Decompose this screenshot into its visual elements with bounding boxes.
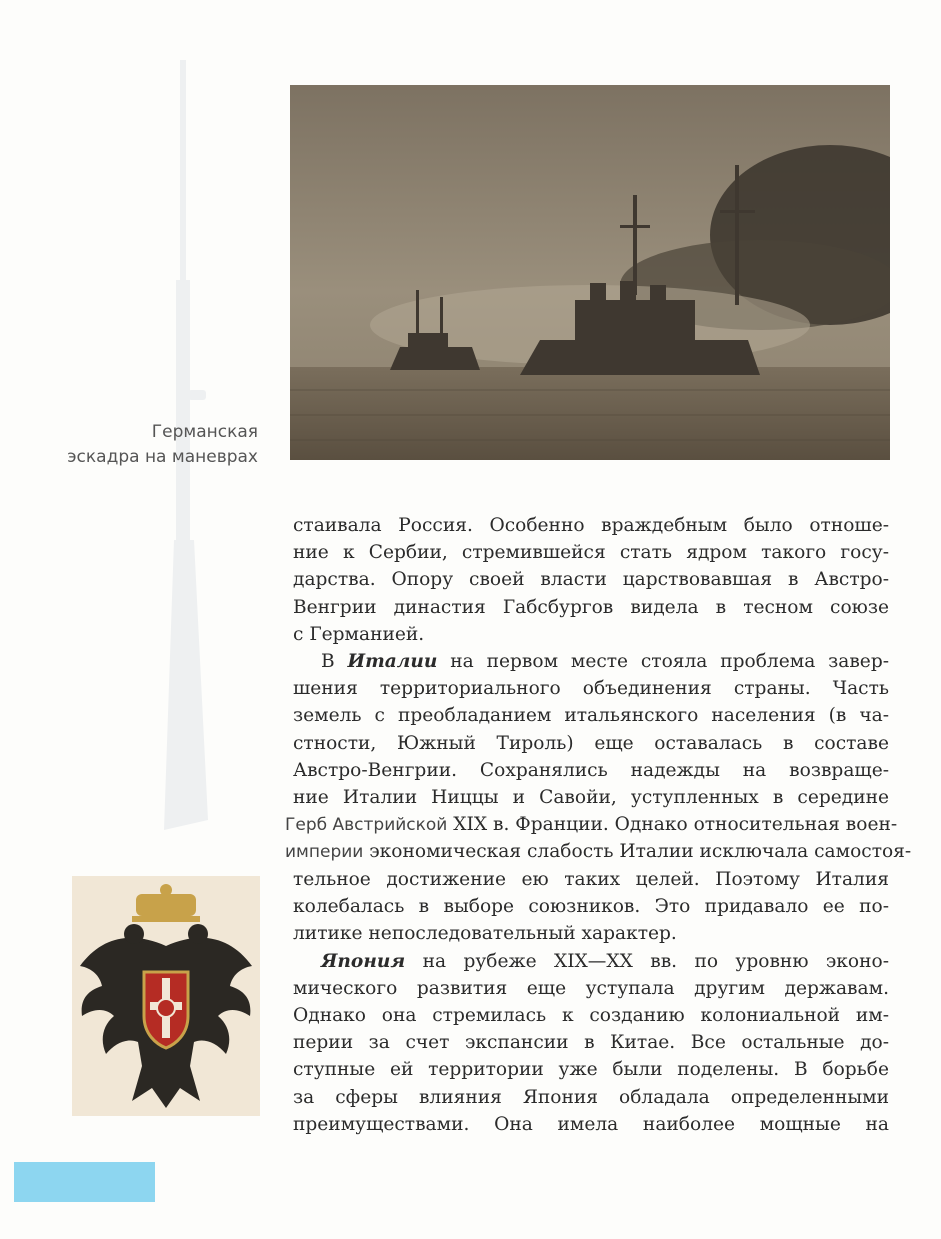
text-line: за сферы влияния Япония обладала определенными xyxy=(293,1086,889,1108)
text-fragment: экономическая слабость Италии исключала самостоя- xyxy=(369,841,912,862)
coat-caption-line1: Герб Австрийской xyxy=(285,815,448,835)
text-line: Венгрии династия Габсбургов видела в тесном союзе xyxy=(293,596,889,618)
text-line: мического развития еще уступала другим державам. xyxy=(293,977,889,999)
text-fragment: В xyxy=(321,651,348,673)
text-line: перии за счет экспансии в Китае. Все остальные до- xyxy=(293,1032,889,1054)
text-line: стности, Южный Тироль) еще оставалась в составе xyxy=(293,732,889,754)
squadron-caption-line1: Германская xyxy=(151,422,258,442)
text-line: ступные ей территории уже были поделены. В борьбе xyxy=(293,1059,889,1081)
keyword-japan: Япония xyxy=(321,950,406,972)
text-line: литике непоследовательный характер. xyxy=(293,923,677,945)
text-line: ние Италии Ниццы и Савойи, уступленных в середине xyxy=(293,787,889,809)
text-line: преимуществами. Она имела наиболее мощные на xyxy=(293,1113,889,1135)
text-line: дарства. Опору своей власти царствовавшая в Австро- xyxy=(293,569,889,591)
text-line: ние к Сербии, стремившейся стать ядром такого госу- xyxy=(293,542,889,564)
text-line: с Германией. xyxy=(293,623,425,645)
text-line-japan xyxy=(293,948,889,975)
squadron-caption xyxy=(20,420,258,470)
main-text-continued xyxy=(293,866,889,1138)
text-line-with-caption xyxy=(285,811,897,839)
text-line-with-caption xyxy=(285,838,911,866)
text-line: колебалась в выборе союзников. Это придавало ее по- xyxy=(293,896,889,918)
text-fragment: на первом месте стояла проблема завер- xyxy=(437,651,889,673)
text-fragment: XIX в. Франции. Однако относительная воен- xyxy=(453,814,898,835)
page-number-tab xyxy=(14,1162,155,1202)
german-squadron-photo xyxy=(290,85,890,460)
text-line: Однако она стремилась к созданию колониальной им- xyxy=(293,1005,889,1027)
text-line: шения территориального объединения страны. Часть xyxy=(293,678,889,700)
main-text xyxy=(293,512,889,811)
text-line: стаивала Россия. Особенно враждебным было отноше- xyxy=(293,515,889,536)
coat-caption-line2: империи xyxy=(285,842,364,862)
text-line-italy xyxy=(293,648,889,675)
text-line: тельное достижение ею таких целей. Поэтому Италия xyxy=(293,869,889,890)
austrian-coat-of-arms xyxy=(72,876,260,1116)
squadron-caption-line2: эскадра на маневрах xyxy=(67,447,258,467)
text-line: Австро-Венгрии. Сохранялись надежды на возвраще- xyxy=(293,759,889,781)
text-line: земель с преобладанием итальянского населения (в ча- xyxy=(293,705,889,727)
text-fragment: на рубеже XIX—XX вв. по уровню эконо- xyxy=(405,950,889,972)
keyword-italy: Италии xyxy=(347,651,438,673)
